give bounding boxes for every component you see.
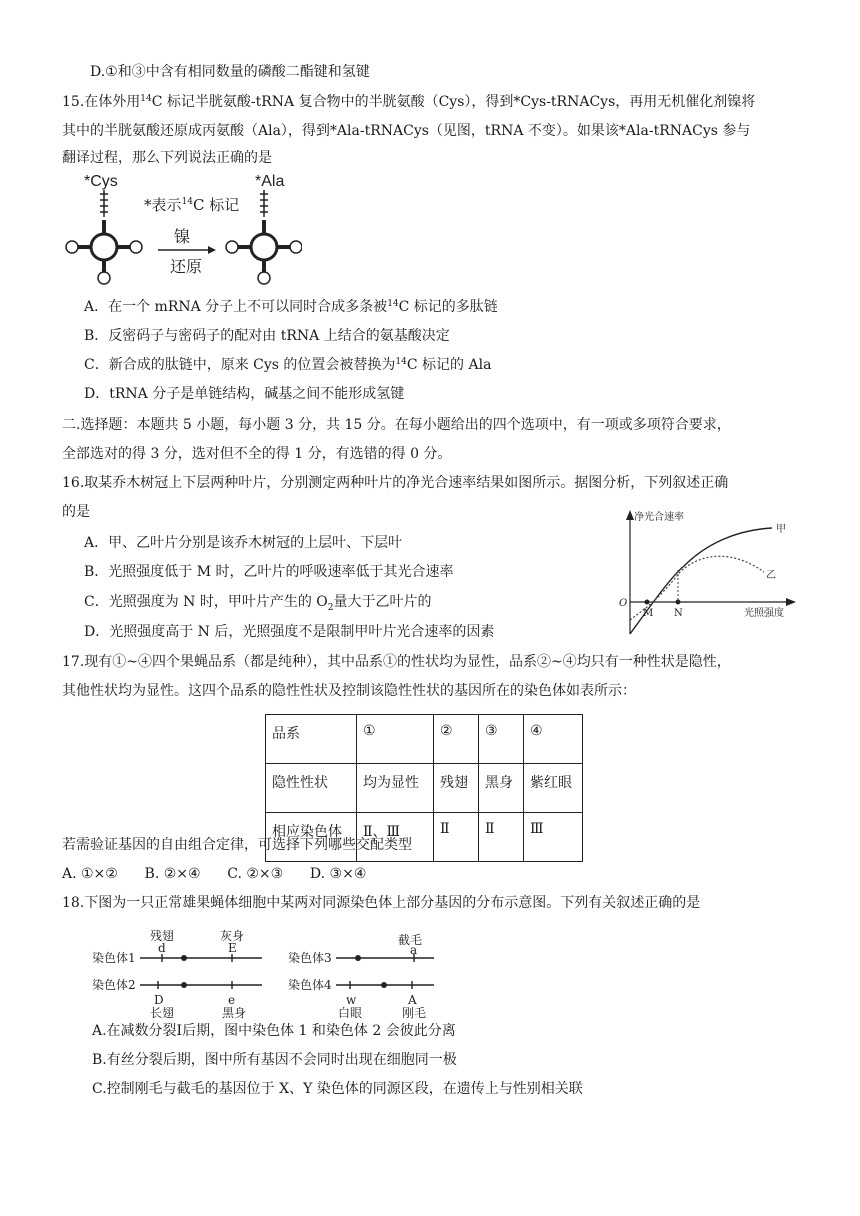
q18-option-c: C.控制刚毛与截毛的基因位于 X、Y 染色体的同源区段，在遗传上与性别相关联 — [92, 1081, 583, 1097]
label-chr3: 染色体3 — [288, 951, 332, 965]
trna-right-label: *Ala — [255, 173, 285, 190]
q16-stem-line1: 16.取某乔木树冠上下层两种叶片，分别测定两种叶片的净光合速率结果如图所示。据图分析，下列叙述正确 — [62, 475, 729, 491]
q15-stem-line3: 翻译过程，那么下列说法正确的是 — [62, 150, 272, 166]
q16-option-a: A．甲、乙叶片分别是该乔木树冠的上层叶、下层叶 — [84, 535, 403, 551]
gene-a-name: 截毛 — [398, 933, 423, 947]
y-axis-arrow — [626, 510, 634, 520]
q14-option-d: D.①和③中含有相同数量的磷酸二酯键和氢键 — [90, 64, 370, 80]
table-cell: 紫红眼 — [524, 764, 583, 813]
table-cell: 相应染色体 — [266, 813, 357, 862]
table-row — [266, 764, 583, 813]
arrow-label-bottom: 还原 — [170, 257, 203, 276]
centromere-chr3 — [355, 955, 361, 961]
table-cell: ② — [434, 715, 479, 764]
q16-option-b: B．光照强度低于 M 时，乙叶片的呼吸速率低于其光合速率 — [84, 564, 454, 580]
gene-D-name: 长翅 — [150, 1006, 175, 1020]
gene-E: E — [228, 941, 237, 955]
table-cell: Ⅱ、Ⅲ — [357, 813, 434, 862]
centromere-chr2 — [181, 982, 187, 988]
q18-option-a: A.在减数分裂Ⅰ后期，图中染色体 1 和染色体 2 会彼此分离 — [92, 1023, 456, 1039]
label-chr4: 染色体4 — [288, 978, 332, 992]
q17-stem-line2: 其他性状均为显性。这四个品系的隐性性状及控制该隐性性状的基因所在的染色体如表所示： — [62, 683, 636, 699]
trna-diagram — [62, 172, 302, 292]
gene-A: A — [408, 993, 417, 1007]
arrow-head — [208, 246, 216, 254]
q17-stem-line1: 17.现有①~④四个果蝇品系（都是纯种），其中品系①的性状均为显性，品系②~④均只有一种性状是隐性， — [62, 654, 731, 670]
label-n: N — [674, 608, 683, 619]
q15-option-b: B．反密码子与密码子的配对由 tRNA 上结合的氨基酸决定 — [84, 328, 450, 344]
table-cell: Ⅱ — [479, 813, 524, 862]
centromere-chr4 — [381, 982, 387, 988]
table-cell: 黑身 — [479, 764, 524, 813]
table-row — [266, 715, 583, 764]
point-m — [645, 600, 650, 605]
graph-origin: O — [619, 598, 628, 609]
table-cell: ④ — [524, 715, 583, 764]
label-chr2: 染色体2 — [92, 978, 136, 992]
table-cell: ③ — [479, 715, 524, 764]
table-cell: Ⅱ — [434, 813, 479, 862]
q16-option-d: D．光照强度高于 N 后，光照强度不是限制甲叶片光合速率的因素 — [84, 624, 495, 640]
gene-A-name: 刚毛 — [402, 1006, 427, 1020]
label-yi: 乙 — [766, 570, 776, 581]
q15-stem-line1: 15.在体外用$^{14}$C 标记半胱氨酸-tRNA 复合物中的半胱氨酸（Cys），得到*Cys-tRNACys，再用无机催化剂镍将 — [62, 94, 756, 110]
x-axis-arrow — [786, 598, 796, 606]
graph-ylabel: 净光合速率 — [634, 512, 684, 523]
q18-option-b: B.有丝分裂后期，图中所有基因不会同时出现在细胞同一极 — [92, 1052, 457, 1068]
gene-a: a — [410, 943, 418, 957]
gene-w: w — [346, 993, 357, 1007]
table-cell: 品系 — [266, 715, 357, 764]
gene-D: D — [154, 993, 164, 1007]
point-n — [676, 600, 681, 605]
q15-option-c: C．新合成的肽链中，原来 Cys 的位置会被替换为$^{14}$C 标记的 Ala — [84, 357, 492, 373]
table-cell: 均为显性 — [357, 764, 434, 813]
table-cell: 残翅 — [434, 764, 479, 813]
trna-left — [66, 190, 142, 284]
q16-option-c: C．光照强度为 N 时，甲叶片产生的 $O_2$量大于乙叶片的 — [84, 594, 432, 613]
graph-xlabel: 光照强度 — [744, 608, 784, 619]
section2-line1: 二.选择题：本题共 5 小题，每小题 3 分，共 15 分。在每小题给出的四个选项中，有一项或多项符合要求， — [62, 417, 731, 433]
q17-options: A. ①×② B. ②×④ C. ②×③ D. ③×④ — [62, 866, 367, 882]
chromosome-diagram — [92, 926, 442, 1020]
section2-line2: 全部选对的得 3 分，选对但不全的得 1 分，有选错的得 0 分。 — [62, 446, 452, 462]
gene-E-name: 灰身 — [220, 929, 245, 943]
label-chr1: 染色体1 — [92, 951, 136, 965]
label-m: M — [643, 608, 654, 619]
q15-option-a: A．在一个 mRNA 分子上不可以同时合成多条被$^{14}$C 标记的多肽链 — [84, 299, 498, 315]
photosynthesis-graph — [616, 508, 796, 638]
label-note: *表示$^{14}$C 标记 — [144, 196, 240, 214]
table-cell: 隐性性状 — [266, 764, 357, 813]
table-cell: ① — [357, 715, 434, 764]
q15-option-d: D．tRNA 分子是单链结构，碱基之间不能形成氢键 — [84, 386, 405, 402]
q18-stem: 18.下图为一只正常雄果蝇体细胞中某两对同源染色体上部分基因的分布示意图。下列有关叙述正确的是 — [62, 895, 701, 911]
gene-w-name: 白眼 — [338, 1006, 363, 1020]
q16-stem-line2: 的是 — [62, 504, 90, 520]
label-jia: 甲 — [776, 524, 786, 535]
q17-after-table: 若需验证基因的自由组合定律，可选择下列哪些交配类型 — [62, 837, 412, 853]
arrow-label-top: 镍 — [174, 227, 191, 246]
q15-stem-line2: 其中的半胱氨酸还原成丙氨酸（Ala），得到*Ala-tRNACys（见图，tRNA 不变）。如果该*Ala-tRNACys 参与 — [62, 123, 751, 139]
gene-e-name: 黑身 — [222, 1006, 247, 1020]
table-cell: Ⅲ — [524, 813, 583, 862]
centromere-chr1 — [181, 955, 187, 961]
gene-d-name: 残翅 — [150, 929, 175, 943]
gene-e: e — [228, 993, 236, 1007]
gene-d: d — [158, 941, 166, 955]
trna-left-label: *Cys — [84, 173, 118, 190]
